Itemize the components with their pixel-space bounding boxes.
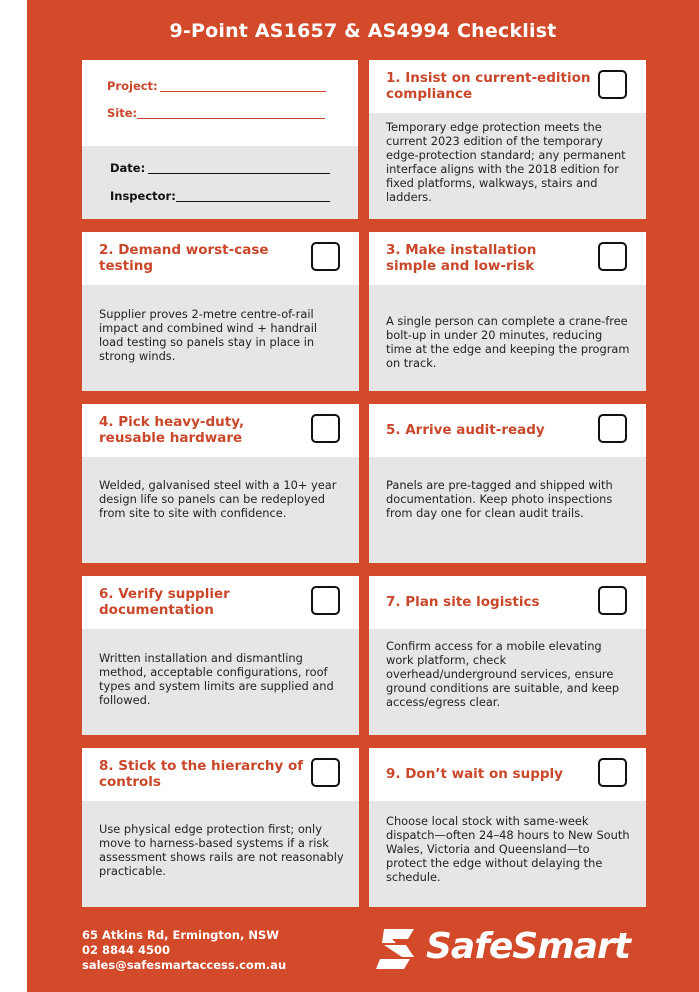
checklist-item-3 [369,232,646,391]
inspector-field[interactable] [110,189,176,203]
email-link[interactable]: sales@safesmartaccess.com.au [82,958,287,972]
item-checkbox[interactable] [598,242,627,271]
item-body: Confirm access for a mobile elevating work platform, check overhead/underground services, ensure ground conditions are suitable, and keep access/egress clear. [386,639,620,709]
item-body: Panels are pre-tagged and shipped with documentation. Keep photo inspections from day one for clean audit trails. [386,478,613,520]
checklist-item-9 [369,748,646,907]
item-heading: 1. Insist on current-edition compliance [386,70,591,102]
site-field[interactable] [107,106,137,120]
inspector-line [176,201,330,202]
item-heading: 5. Arrive audit-ready [386,422,545,438]
item-body: Use physical edge protection first; only move to harness-based systems if a risk assessment shows rails are not reasonably practicable. [99,822,344,878]
item-heading: 7. Plan site logistics [386,594,540,610]
item-checkbox[interactable] [311,586,340,615]
date-line [148,173,330,174]
address-text: 65 Atkins Rd, Ermington, NSW [82,928,279,942]
page-title: 9-Point AS1657 & AS4994 Checklist [169,20,557,42]
project-label: Project: [107,79,158,93]
item-heading: 3. Make installation simple and low-risk [386,242,537,274]
item-body: A single person can complete a crane-free bolt-up in under 20 minutes, reducing time at the edge and keeping the program on track. [386,314,630,370]
date-field[interactable] [110,161,145,175]
item-body: Written installation and dismantling method, acceptable configurations, roof types and system limits are supplied and followed. [99,651,334,707]
item-body: Temporary edge protection meets the current 2023 edition of the temporary edge-protection standard; any permanent interface aligns with the 2018 edition for fixed platforms, walkways, stairs and ladders. [386,120,626,204]
project-field[interactable] [107,79,158,93]
inspector-label: Inspector: [110,189,176,203]
item-checkbox[interactable] [311,242,340,271]
phone-link[interactable]: 02 8844 4500 [82,943,171,957]
project-info-card [82,60,358,219]
checklist-item-1 [369,60,646,219]
item-checkbox[interactable] [598,414,627,443]
checklist-item-4 [82,404,359,563]
checklist-item-6 [82,576,359,735]
project-line [160,91,326,92]
item-checkbox[interactable] [598,586,627,615]
item-checkbox[interactable] [311,758,340,787]
item-checkbox[interactable] [598,758,627,787]
item-body: Supplier proves 2-metre centre-of-rail impact and combined wind + handrail load testing so panels stay in place in strong winds. [99,307,318,363]
item-heading: 2. Demand worst-case testing [99,242,269,274]
site-line [137,118,325,119]
site-label: Site: [107,106,138,120]
checklist-item-8 [82,748,359,907]
item-heading: 8. Stick to the hierarchy of controls [99,758,304,790]
brand-name: SafeSmart [426,926,630,967]
item-heading: 6. Verify supplier documentation [99,586,230,618]
item-body: Welded, galvanised steel with a 10+ year design life so panels can be redeployed from site to site with confidence. [99,478,337,520]
checklist-item-7 [369,576,646,735]
item-checkbox[interactable] [311,414,340,443]
safesmart-logo [372,924,642,972]
checklist-item-5 [369,404,646,563]
item-body: Choose local stock with same-week dispatch—often 24–48 hours to New South Wales, Victoria and Queensland—to protect the edge without delaying the schedule. [386,814,630,884]
date-label: Date: [110,161,146,175]
item-heading: 9. Don’t wait on supply [386,766,563,782]
item-checkbox[interactable] [598,70,627,99]
item-heading: 4. Pick heavy-duty, reusable hardware [99,414,245,446]
checklist-item-2 [82,232,359,391]
safesmart-s-icon [374,927,418,971]
project-info-top [82,60,358,146]
contact-footer [82,928,286,973]
